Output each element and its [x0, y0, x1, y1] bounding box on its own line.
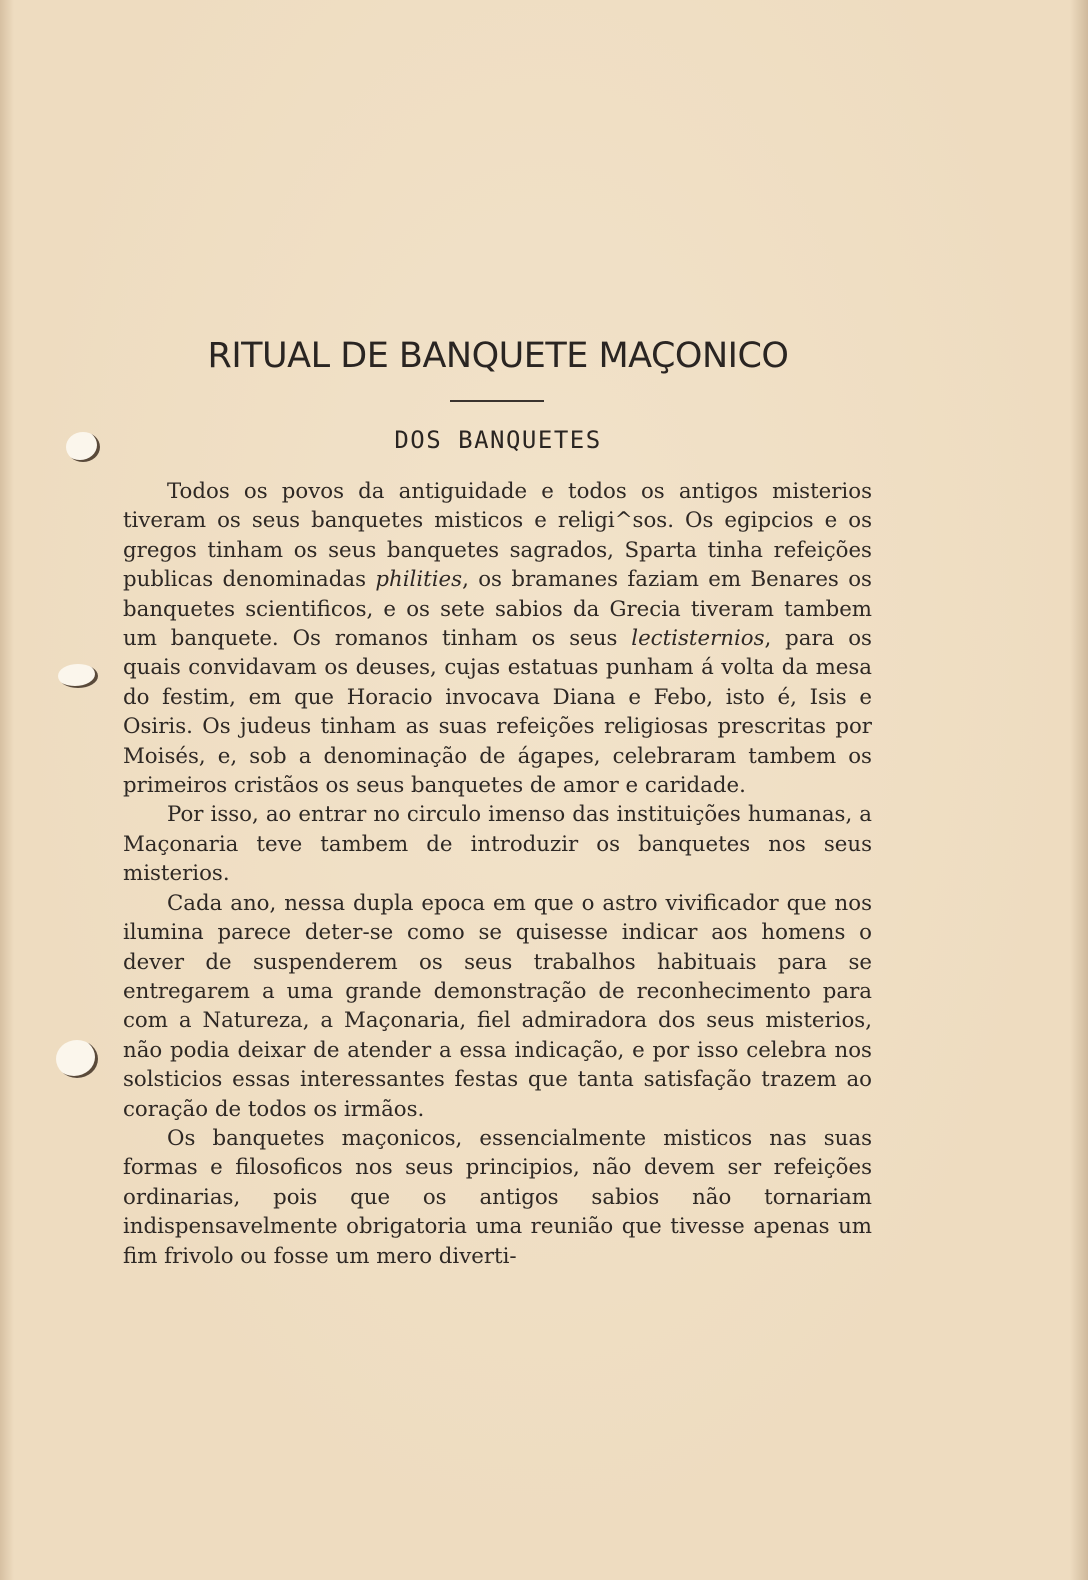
- text-segment: , para os quais convidavam os deuses, cujas estatuas punham á volta da mesa do festim, em que Horacio invocava Diana e Febo, isto é, Isis e Osiris. Os judeus tinham as suas refeições religiosas prescritas por Moisés, e, sob a denominação de ágapes, celebraram tambem os primeiros cristãos os seus banquetes de amor e caridade.: [123, 626, 872, 799]
- text-segment: Cada ano, nessa dupla epoca em que o astro vivificador que nos ilumina parece deter-se como se quisesse indicar aos homens o dever de suspenderem os seus trabalhos habituais para se entregarem a uma grande demonstração de reconhecimento para com a Natureza, a Maçonaria, fiel admiradora dos seus misterios, não podia deixar de atender a essa indicação, e por isso celebra nos solsticios essas interessantes festas que tanta satisfação trazem ao coração de todos os irmãos.: [123, 890, 872, 1122]
- text-segment: Os banquetes maçonicos, essencialmente misticos nas suas formas e filosoficos nos seus principios, não devem ser refeições ordinarias, pois que os antigos sabios não tornariam indispensavelmente obrigatoria uma reunião que tivesse apenas um fim frivolo ou fosse um mero diverti-: [123, 1125, 872, 1269]
- italic-term: philities: [375, 567, 463, 593]
- paragraph: [123, 800, 872, 888]
- text-segment: Todos os povos da antiguidade e todos os antigos misterios tiveram os seus banquetes misticos e religi^sos. Os egipcios e os gregos tinham os seus banquetes sagrados, Sparta tinha refeições publicas denominadas: [123, 479, 872, 593]
- page-title: RITUAL DE BANQUETE MAÇONICO: [207, 336, 789, 376]
- text-segment: Por isso, ao entrar no circulo imenso das instituições humanas, a Maçonaria teve tambem de introduzir os banquetes nos seus misterios.: [123, 802, 872, 887]
- paragraph: [123, 889, 872, 1124]
- section-heading: DOS BANQUETES: [394, 426, 602, 454]
- paragraph: [123, 1124, 872, 1271]
- italic-term: lectisternios: [631, 626, 765, 652]
- text-segment: , os bramanes faziam em Benares os banquetes scientificos, e os sete sabios da Grecia tiveram tambem um banquete. Os romanos tinham os seus: [123, 567, 872, 652]
- body-text: [123, 477, 872, 1271]
- binding-hole-middle: [58, 664, 98, 688]
- title-divider: [450, 400, 544, 402]
- binding-hole-bottom: [56, 1040, 98, 1078]
- paragraph: [123, 477, 872, 800]
